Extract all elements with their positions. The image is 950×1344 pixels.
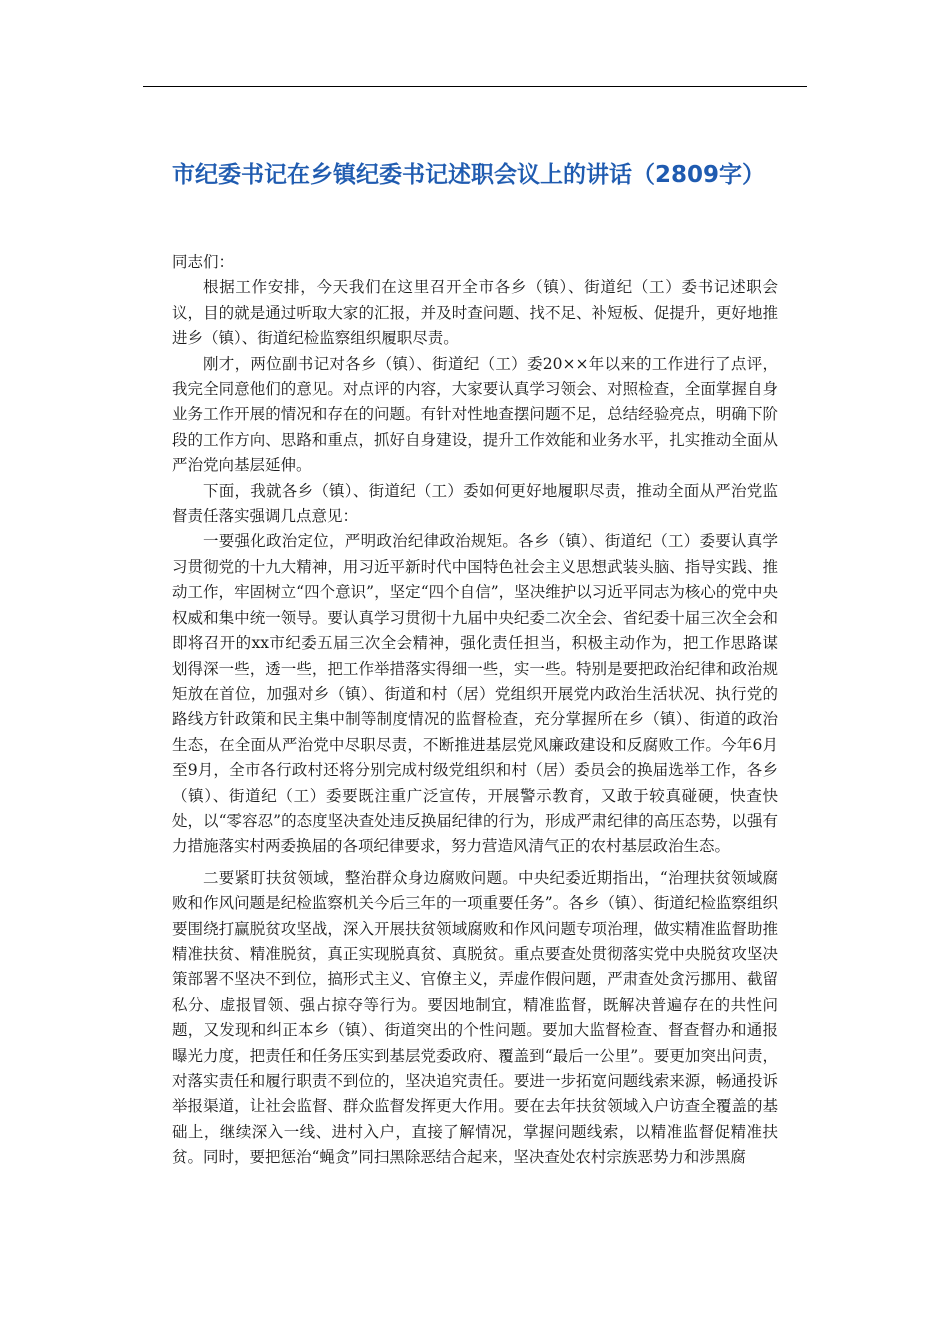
document-body <box>172 250 778 1171</box>
paragraph-review: 刚才，两位副书记对各乡（镇）、街道纪（工）委20××年以来的工作进行了点评，我完全同意他们的意见。对点评的内容，大家要认真学习领会、对照检查，全面掌握自身业务工作开展的情况和存在的问题。有针对性地查摆问题不足，总结经验亮点，明确下阶段的工作方向、思路和重点，抓好自身建设，提升工作效能和业务水平，扎实推动全面从严治党向基层延伸。 <box>172 354 778 475</box>
page-title: 市纪委书记在乡镇纪委书记述职会议上的讲话（2809字） <box>172 162 766 188</box>
paragraph-intro: 根据工作安排，今天我们在这里召开全市各乡（镇）、街道纪（工）委书记述职会议，目的就是通过听取大家的汇报，并及时查问题、找不足、补短板、促提升，更好地推进乡（镇）、街道纪检监察组织履职尽责。 <box>172 278 778 348</box>
paragraph-point-two: 二要紧盯扶贫领域，整治群众身边腐败问题。中央纪委近期指出，“治理扶贫领域腐败和作风问题是纪检监察机关今后三年的一项重要任务”。各乡（镇）、街道纪检监察组织要围绕打赢脱贫攻坚战，深入开展扶贫领域腐败和作风问题专项治理，做实精准监督助推精准扶贫、精准脱贫，真正实现脱真贫、真脱贫。重点要查处贯彻落实党中央脱贫攻坚决策部署不坚决不到位，搞形式主义、官僚主义，弄虚作假问题，严肃查处贪污挪用、截留私分、虚报冒领、强占掠夺等行为。要因地制宜，精准监督，既解决普遍存在的共性问题，又发现和纠正本乡（镇）、街道突出的个性问题。要加大监督检查、督查督办和通报曝光力度，把责任和任务压实到基层党委政府、覆盖到“最后一公里”。要更加突出问责，对落实责任和履行职责不到位的，坚决追究责任。要进一步拓宽问题线索来源，畅通投诉举报渠道，让社会监督、群众监督发挥更大作用。要在去年扶贫领域入户访查全覆盖的基础上，继续深入一线、进村入户，直接了解情况，掌握问题线索，以精准监督促精准扶贫。同时，要把惩治“蝇贪”同扫黑除恶结合起来，坚决查处农村宗族恶势力和涉黑腐 <box>172 868 778 1167</box>
paragraph-point-one: 一要强化政治定位，严明政治纪律政治规矩。各乡（镇）、街道纪（工）委要认真学习贯彻党的十九大精神，用习近平新时代中国特色社会主义思想武装头脑、指导实践、推动工作，牢固树立“四个意识”，坚定“四个自信”，坚决维护以习近平同志为核心的党中央权威和集中统一领导。要认真学习贯彻十九届中央纪委二次全会、省纪委十届三次全会和即将召开的xx市纪委五届三次全会精神，强化责任担当，积极主动作为，把工作思路谋划得深一些，透一些，把工作举措落实得细一些，实一些。特别是要把政治纪律和政治规矩放在首位，加强对乡（镇）、街道和村（居）党组织开展党内政治生活状况、执行党的路线方针政策和民主集中制等制度情况的监督检查，充分掌握所在乡（镇）、街道的政治生态，在全面从严治党中尽职尽责，不断推进基层党风廉政建设和反腐败工作。今年6月至9月，全市各行政村还将分别完成村级党组织和村（居）委员会的换届选举工作，各乡（镇）、街道纪（工）委要既注重广泛宣传，开展警示教育，又敢于较真碰硬，快查快处，以“零容忍”的态度坚决查处违反换届纪律的行为，形成严肃纪律的高压态势，以强有力措施落实村两委换届的各项纪律要求，努力营造风清气正的农村基层政治生态。 <box>172 532 778 856</box>
paragraph-transition: 下面，我就各乡（镇）、街道纪（工）委如何更好地履职尽责，推动全面从严治党监督责任落实强调几点意见： <box>172 481 778 526</box>
header-rule <box>143 86 807 87</box>
salutation: 同志们： <box>172 253 235 271</box>
